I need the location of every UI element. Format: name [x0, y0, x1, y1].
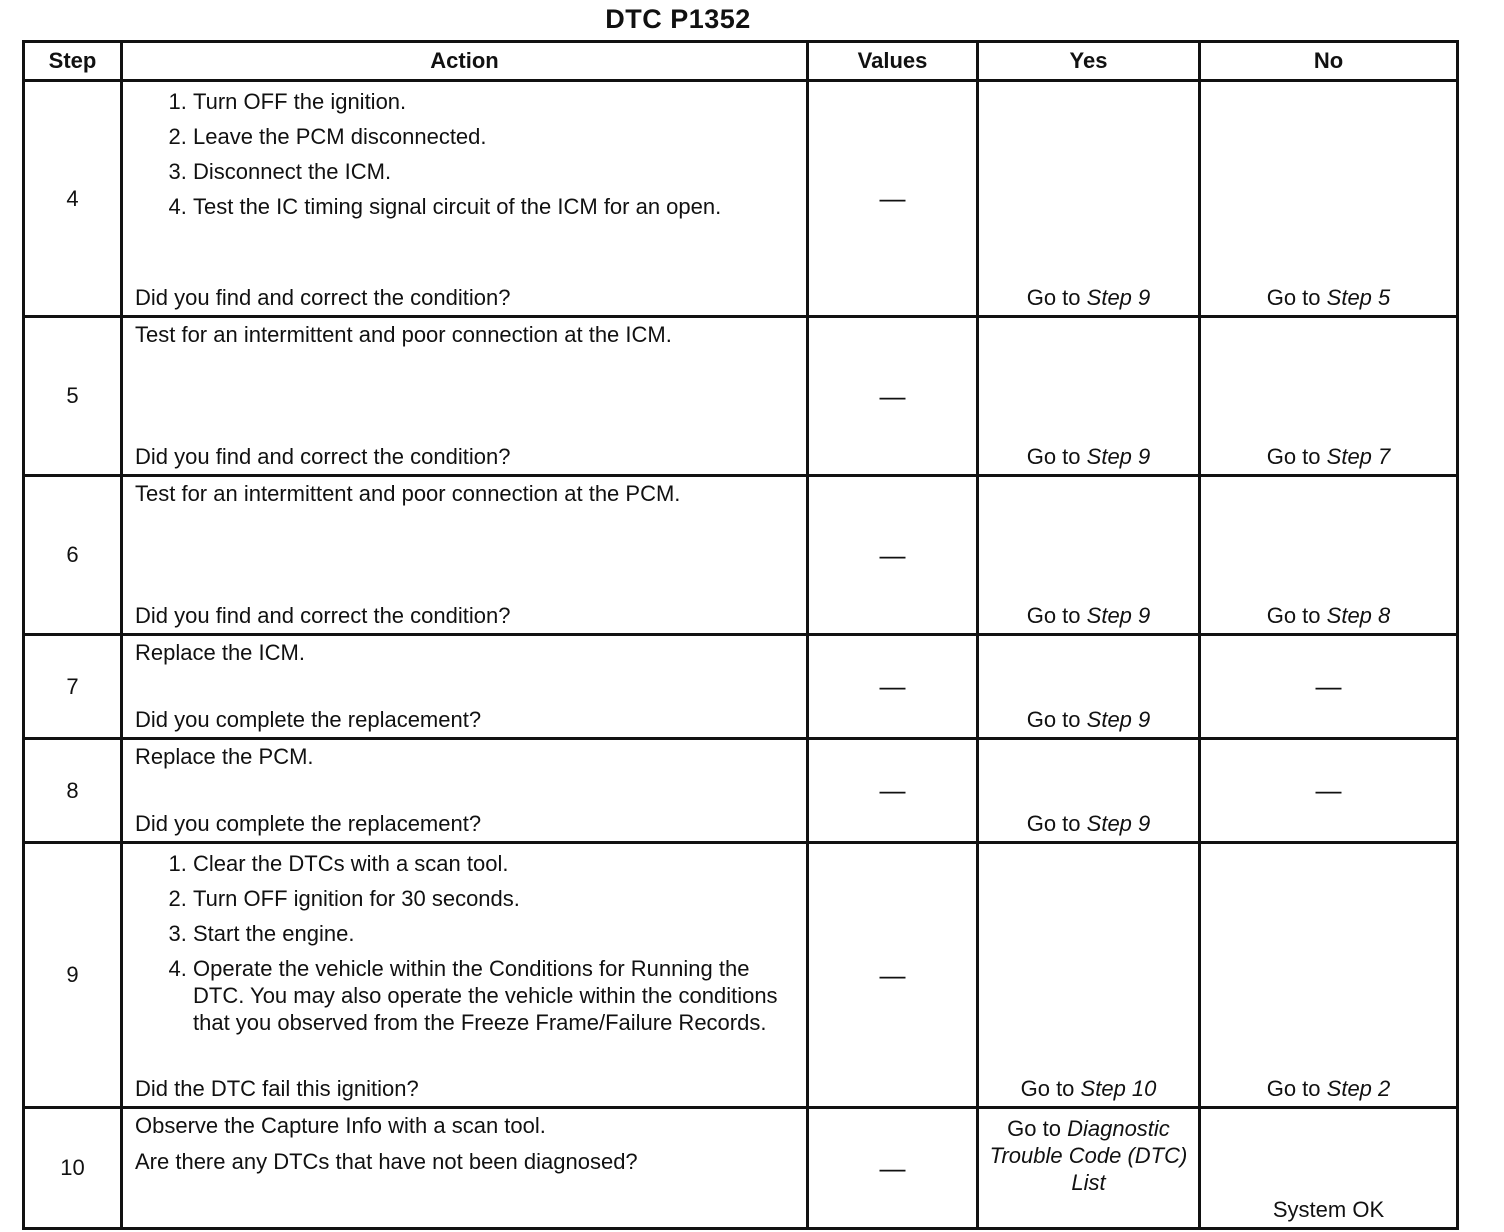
question: Did you find and correct the condition?: [135, 285, 511, 310]
action-cell: [122, 81, 808, 317]
action-step: 1. Clear the DTCs with a scan tool.: [193, 850, 796, 877]
values-cell: —: [808, 739, 978, 843]
step-reference: Step 10: [1080, 1076, 1157, 1101]
action-text: Test for an intermittent and poor connection at the ICM.: [135, 322, 672, 347]
table-row: [24, 843, 1458, 1108]
header-action: Action: [122, 42, 808, 81]
question: Did you complete the replacement?: [135, 707, 482, 732]
table-row: [24, 317, 1458, 476]
question: Did you find and correct the condition?: [135, 603, 511, 628]
action-step: 4. Operate the vehicle within the Conditions for Running the DTC. You may also operate the vehicle within the conditions that you observed from the Freeze Frame/Failure Records.: [193, 955, 796, 1036]
no-cell: [1200, 1108, 1458, 1229]
action-step: 3. Start the engine.: [193, 920, 796, 947]
no-cell: —: [1200, 739, 1458, 843]
header-values: Values: [808, 42, 978, 81]
step-number: 10: [24, 1108, 122, 1229]
no-result: Go to Step 2: [1266, 1076, 1391, 1101]
step-reference: Step 8: [1326, 603, 1391, 628]
values-cell: —: [808, 81, 978, 317]
diagnostic-table: [22, 40, 1459, 1230]
header-row: [24, 42, 1458, 81]
action-text: Replace the ICM.: [135, 640, 305, 665]
no-cell: [1200, 317, 1458, 476]
header-step: Step: [24, 42, 122, 81]
question: Are there any DTCs that have not been diagnosed?: [135, 1149, 638, 1174]
table-row: [24, 81, 1458, 317]
yes-cell: [978, 635, 1200, 739]
no-result: Go to Step 8: [1266, 603, 1391, 628]
no-cell: [1200, 476, 1458, 635]
yes-result: Go to Step 9: [1026, 444, 1151, 469]
action-step: 4. Test the IC timing signal circuit of the ICM for an open.: [193, 193, 756, 220]
action-text: Test for an intermittent and poor connection at the PCM.: [135, 481, 681, 506]
yes-cell: [978, 317, 1200, 476]
action-step: 1. Turn OFF the ignition.: [193, 88, 796, 115]
step-reference: Step 9: [1086, 285, 1151, 310]
step-number: 7: [24, 635, 122, 739]
values-cell: —: [808, 1108, 978, 1229]
step-number: 8: [24, 739, 122, 843]
list-reference: Diagnostic Trouble Code (DTC) List: [989, 1116, 1188, 1195]
yes-cell: [978, 843, 1200, 1108]
table-row: [24, 635, 1458, 739]
action-cell: [122, 635, 808, 739]
yes-result: Go to Step 9: [1026, 603, 1151, 628]
step-reference: Step 7: [1326, 444, 1391, 469]
action-cell: [122, 476, 808, 635]
header-no: No: [1200, 42, 1458, 81]
table-row: [24, 476, 1458, 635]
header-yes: Yes: [978, 42, 1200, 81]
yes-result: Go to Step 9: [1026, 811, 1151, 836]
yes-result: Go to Step 9: [1026, 707, 1151, 732]
table-row: [24, 739, 1458, 843]
no-result: Go to Step 5: [1266, 285, 1391, 310]
no-cell: [1200, 843, 1458, 1108]
action-step: 3. Disconnect the ICM.: [193, 158, 796, 185]
no-result: System OK: [1272, 1197, 1385, 1222]
step-number: 4: [24, 81, 122, 317]
yes-result: Go to Diagnostic Trouble Code (DTC) List: [989, 1116, 1188, 1195]
values-cell: —: [808, 635, 978, 739]
step-reference: Step 5: [1326, 285, 1391, 310]
page-title: DTC P1352: [605, 4, 751, 34]
values-cell: —: [808, 843, 978, 1108]
action-step: 2. Leave the PCM disconnected.: [193, 123, 796, 150]
action-text: Replace the PCM.: [135, 744, 314, 769]
action-step: 2. Turn OFF ignition for 30 seconds.: [193, 885, 796, 912]
step-reference: Step 2: [1326, 1076, 1391, 1101]
step-reference: Step 9: [1086, 811, 1151, 836]
no-result: Go to Step 7: [1266, 444, 1391, 469]
yes-cell: [978, 1108, 1200, 1229]
action-steps: [135, 86, 796, 228]
step-reference: Step 9: [1086, 444, 1151, 469]
no-cell: [1200, 81, 1458, 317]
action-cell: [122, 739, 808, 843]
question: Did you find and correct the condition?: [135, 444, 511, 469]
question: Did the DTC fail this ignition?: [135, 1076, 419, 1101]
action-text: Observe the Capture Info with a scan tool.: [135, 1113, 546, 1138]
yes-cell: [978, 81, 1200, 317]
values-cell: —: [808, 317, 978, 476]
values-cell: —: [808, 476, 978, 635]
yes-cell: [978, 476, 1200, 635]
yes-result: Go to Step 9: [1026, 285, 1151, 310]
step-number: 5: [24, 317, 122, 476]
action-cell: [122, 843, 808, 1108]
yes-cell: [978, 739, 1200, 843]
question: Did you complete the replacement?: [135, 811, 482, 836]
yes-result: Go to Step 10: [1020, 1076, 1157, 1101]
action-cell: [122, 1108, 808, 1229]
step-reference: Step 9: [1086, 707, 1151, 732]
step-reference: Step 9: [1086, 603, 1151, 628]
step-number: 9: [24, 843, 122, 1108]
no-cell: —: [1200, 635, 1458, 739]
action-steps: [135, 848, 796, 1036]
step-number: 6: [24, 476, 122, 635]
table-row: [24, 1108, 1458, 1229]
action-cell: [122, 317, 808, 476]
